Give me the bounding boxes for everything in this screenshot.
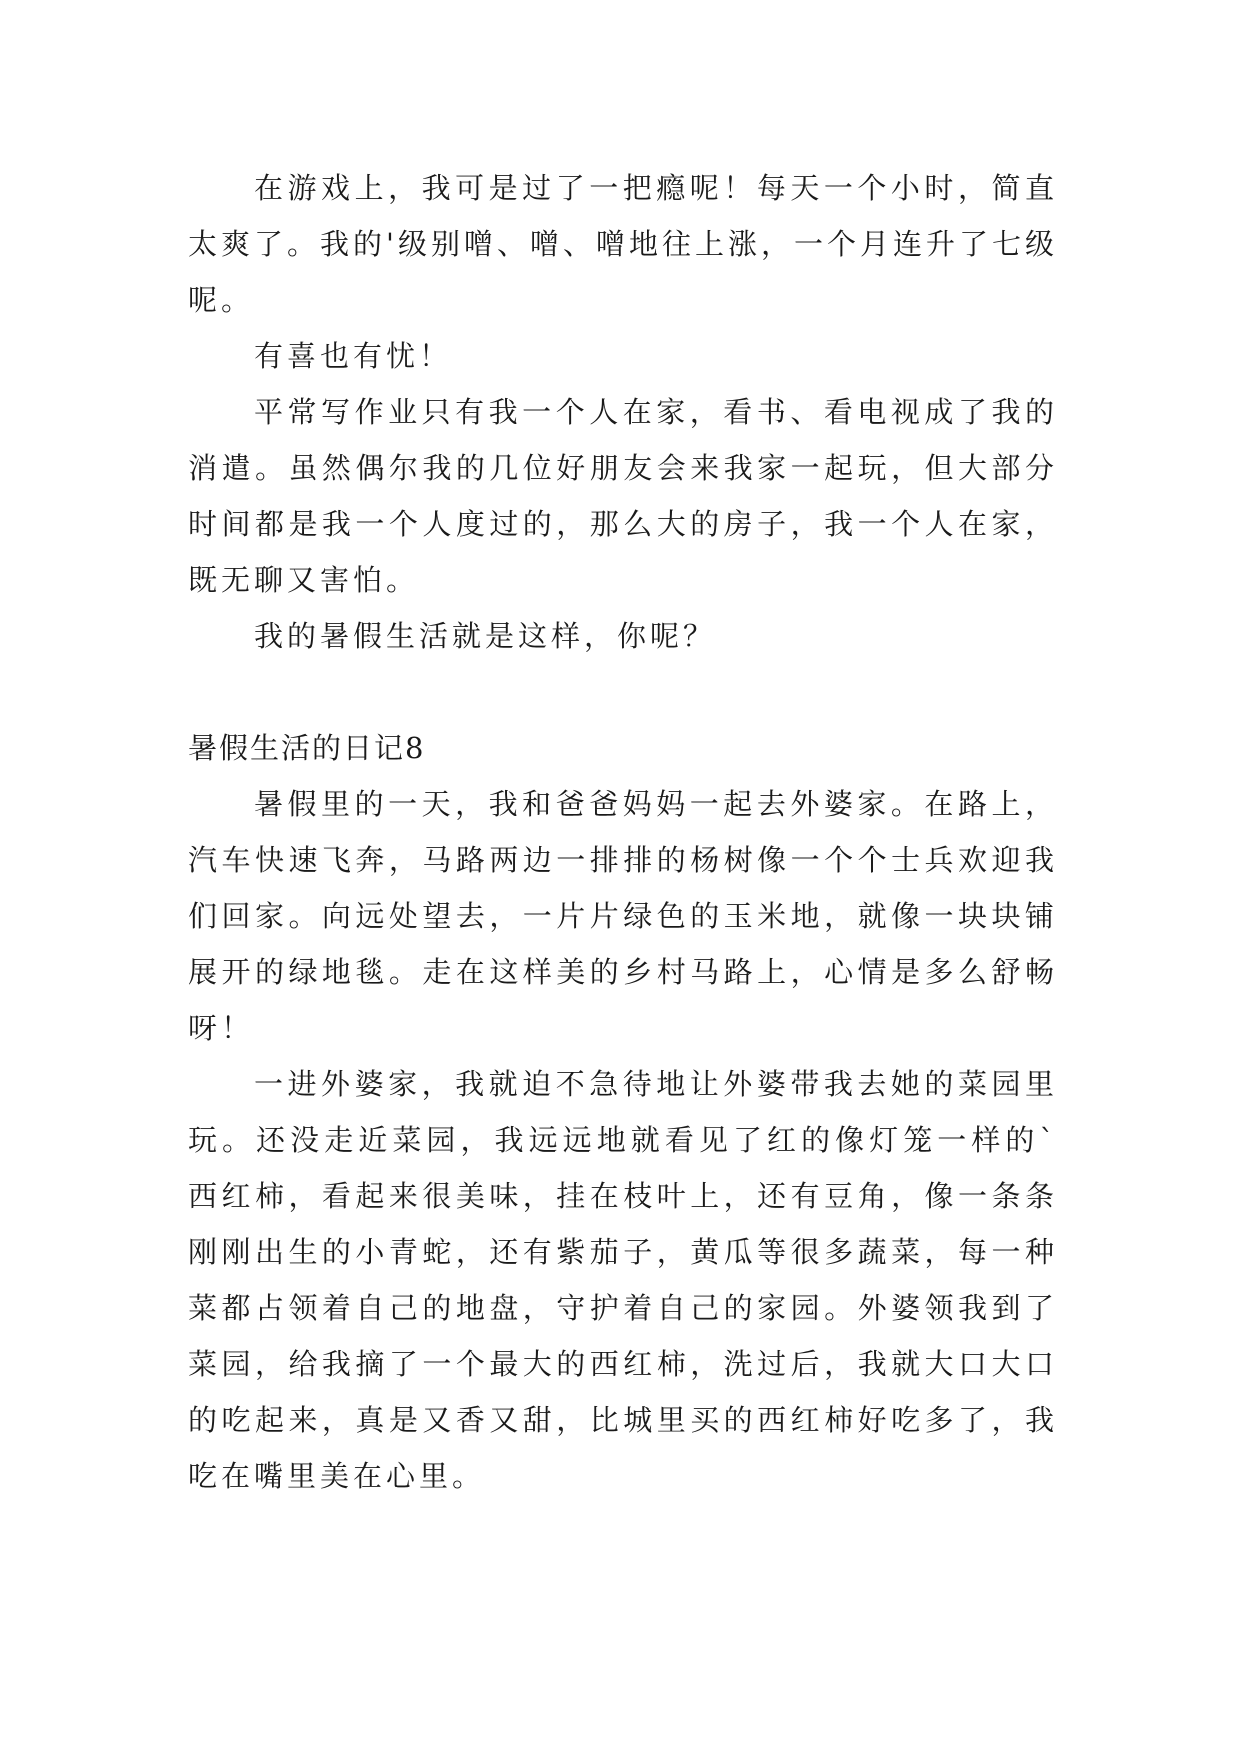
paragraph: 平常写作业只有我一个人在家，看书、看电视成了我的消遣。虽然偶尔我的几位好朋友会来我家一起玩，但大部分时间都是我一个人度过的，那么大的房子，我一个人在家，既无聊又害怕。 (188, 395, 1058, 597)
paragraph: 在游戏上，我可是过了一把瘾呢！每天一个小时，简直太爽了。我的'级别噌、噌、噌地往上涨，一个月连升了七级呢。 (188, 171, 1058, 317)
section-title: 暑假生活的日记8 (188, 731, 426, 765)
paragraph: 有喜也有忧！ (254, 339, 453, 373)
section-spacer (188, 664, 1058, 720)
paragraph: 暑假里的一天，我和爸爸妈妈一起去外婆家。在路上，汽车快速飞奔，马路两边一排排的杨树像一个个士兵欢迎我们回家。向远处望去，一片片绿色的玉米地，就像一块块铺展开的绿地毯。走在这样美的乡村马路上，心情是多么舒畅呀！ (188, 787, 1058, 1045)
document-body (188, 160, 1058, 1504)
paragraph: 我的暑假生活就是这样，你呢？ (254, 619, 717, 653)
paragraph: 一进外婆家，我就迫不急待地让外婆带我去她的菜园里玩。还没走近菜园，我远远地就看见了红的像灯笼一样的`西红柿，看起来很美味，挂在枝叶上，还有豆角，像一条条刚刚出生的小青蛇，还有紫茄子，黄瓜等很多蔬菜，每一种菜都占领着自己的地盘，守护着自己的家园。外婆领我到了菜园，给我摘了一个最大的西红柿，洗过后，我就大口大口的吃起来，真是又香又甜，比城里买的西红柿好吃多了，我吃在嘴里美在心里。 (188, 1067, 1058, 1493)
